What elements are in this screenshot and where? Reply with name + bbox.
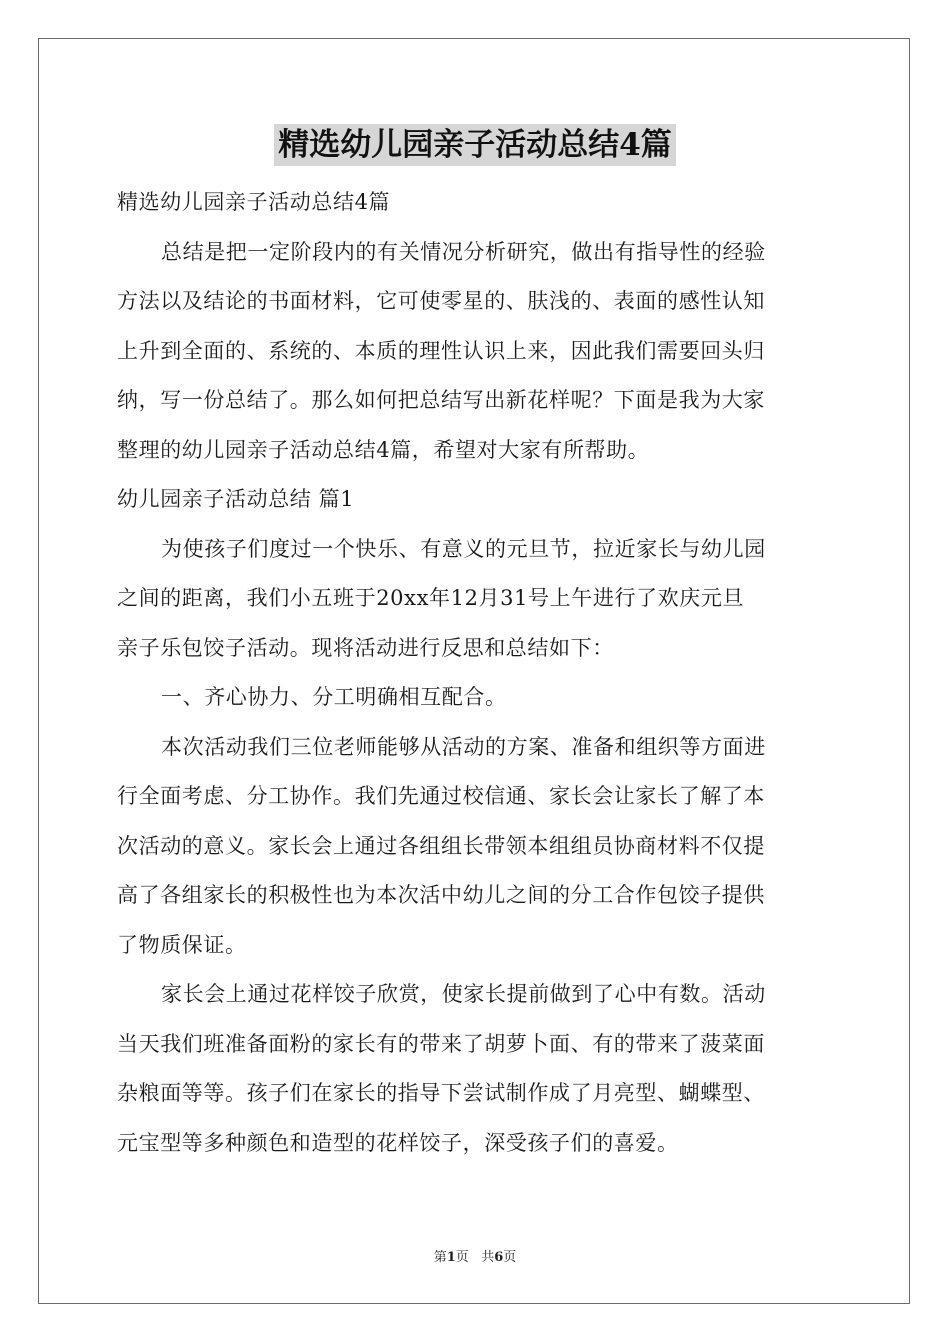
text-line: 为使孩子们度过一个快乐、有意义的元旦节，拉近家长与幼儿园 (161, 536, 766, 561)
text-line: 了物质保证。 (117, 932, 247, 957)
page-prefix: 第 (433, 1250, 447, 1265)
text-line: 方法以及结论的书面材料，它可使零星的、肤浅的、表面的感性认知 (117, 289, 765, 313)
text-line: 上升到全面的、系统的、本质的理性认识上来，因此我们需要回头归 (117, 338, 765, 363)
text-line: 元宝型等多种颜色和造型的花样饺子，深受孩子们的喜爱。 (117, 1130, 679, 1155)
text-line: 纳，写一份总结了。那么如何把总结写出新花样呢？下面是我为大家 (117, 388, 765, 412)
text-line: 高了各组家长的积极性也为本次活中幼儿之间的分工合作包饺子提供 (117, 883, 765, 907)
text-line: 之间的距离，我们小五班于20xx年12月31号上午进行了欢庆元旦 (117, 586, 745, 610)
total-suffix: 页 (503, 1250, 517, 1265)
text-line: 总结是把一定阶段内的有关情况分析研究，做出有指导性的经验 (161, 239, 766, 264)
text-line: 一、齐心协力、分工明确相互配合。 (161, 685, 507, 709)
section-heading: 幼儿园亲子活动总结 篇1 (117, 487, 355, 511)
text-line: 次活动的意义。家长会上通过各组组长带领本组组员协商材料不仅提 (117, 833, 765, 858)
page-number: 1 (446, 1250, 456, 1265)
document-body (117, 178, 833, 1168)
total-prefix: 共 (481, 1250, 495, 1265)
text-line: 精选幼儿园亲子活动总结4篇 (117, 190, 391, 214)
text-line: 当天我们班准备面粉的家长有的带来了胡萝卜面、有的带来了菠菜面 (117, 1031, 765, 1056)
text-line: 行全面考虑、分工协作。我们先通过校信通、家长会让家长了解了本 (117, 784, 765, 808)
page-footer (0, 1246, 950, 1265)
text-line: 杂粮面等等。孩子们在家长的指导下尝试制作成了月亮型、蝴蝶型、 (117, 1081, 765, 1105)
page-suffix: 页 (455, 1250, 469, 1265)
text-line: 本次活动我们三位老师能够从活动的方案、准备和组织等方面进 (161, 734, 766, 759)
total-pages: 6 (494, 1250, 504, 1265)
text-line: 整理的幼儿园亲子活动总结4篇，希望对大家有所帮助。 (117, 437, 650, 462)
title-container (0, 124, 950, 166)
text-line: 家长会上通过花样饺子欣赏，使家长提前做到了心中有数。活动 (161, 982, 766, 1006)
text-line: 亲子乐包饺子活动。现将活动进行反思和总结如下： (117, 635, 614, 660)
document-title: 精选幼儿园亲子活动总结4篇 (274, 124, 676, 166)
